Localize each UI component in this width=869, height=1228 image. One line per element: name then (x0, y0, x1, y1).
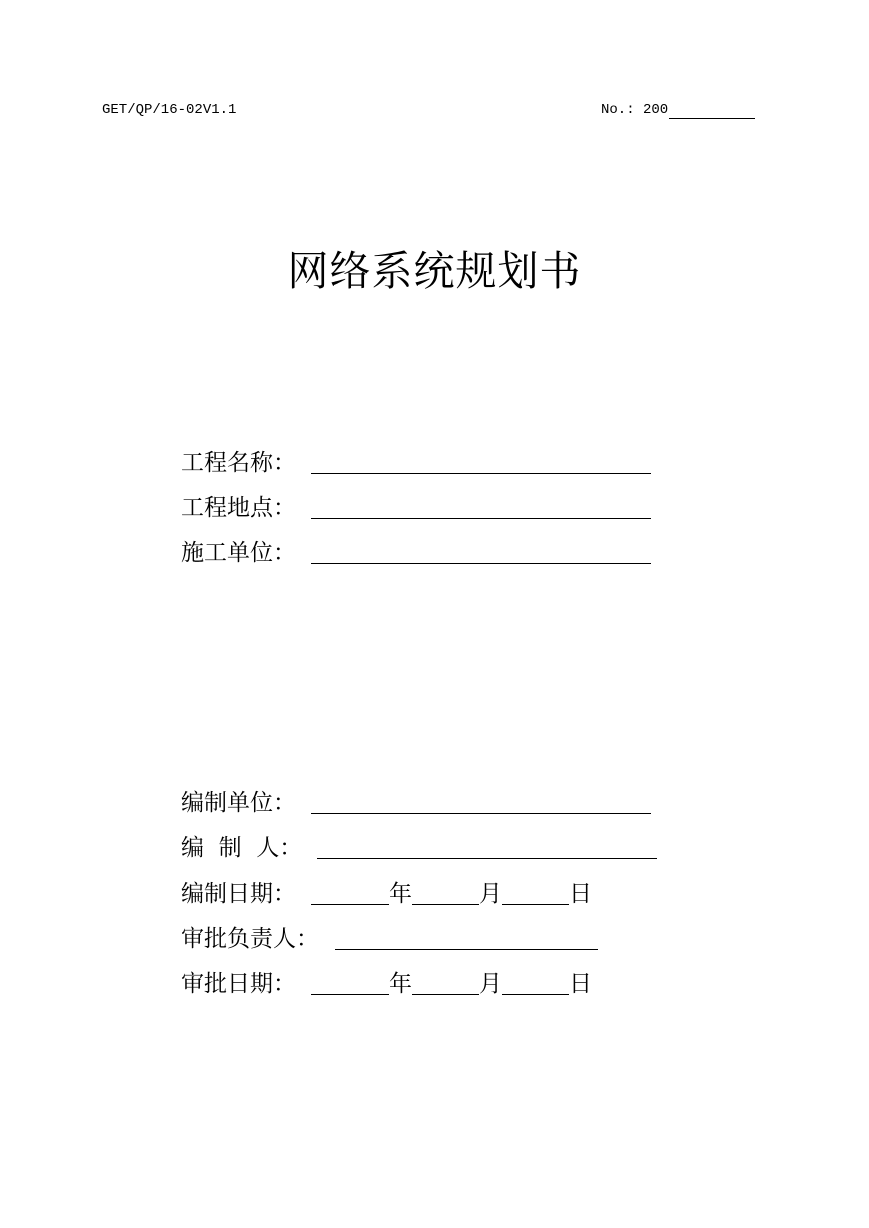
project-name-blank[interactable] (311, 449, 651, 474)
prep-date-day-blank[interactable] (502, 880, 569, 905)
prep-unit-field (181, 786, 651, 818)
approve-date-day-unit: 日 (569, 971, 592, 997)
prep-unit-label: 编制单位： (181, 790, 296, 816)
prep-person-label: 编 制 人： (181, 835, 303, 861)
prep-date-field (181, 877, 592, 909)
approve-date-month-unit: 月 (479, 971, 502, 997)
prep-date-month-blank[interactable] (412, 880, 479, 905)
project-name-field (181, 446, 651, 478)
document-title: 网络系统规划书 (287, 247, 582, 295)
construction-unit-field (181, 536, 651, 568)
prep-date-year-blank[interactable] (311, 880, 389, 905)
prep-date-year-unit: 年 (389, 881, 412, 907)
document-number-label: No.: 200 (601, 102, 669, 118)
approve-date-year-unit: 年 (389, 971, 412, 997)
project-name-label: 工程名称： (181, 450, 296, 476)
approver-blank[interactable] (335, 925, 598, 950)
project-location-label: 工程地点： (181, 495, 296, 521)
approve-date-day-blank[interactable] (502, 970, 569, 995)
document-number (601, 101, 755, 119)
approver-label: 审批负责人： (181, 926, 319, 952)
approve-date-month-blank[interactable] (412, 970, 479, 995)
construction-unit-label: 施工单位： (181, 540, 296, 566)
approve-date-label: 审批日期： (181, 971, 296, 997)
prep-person-blank[interactable] (317, 834, 657, 859)
prep-person-field (181, 831, 657, 863)
construction-unit-blank[interactable] (311, 539, 651, 564)
document-number-blank (669, 103, 755, 119)
approver-field (181, 922, 598, 954)
prep-date-month-unit: 月 (479, 881, 502, 907)
project-location-field (181, 491, 651, 523)
project-location-blank[interactable] (311, 494, 651, 519)
approve-date-year-blank[interactable] (311, 970, 389, 995)
approve-date-field (181, 967, 592, 999)
prep-unit-blank[interactable] (311, 789, 651, 814)
prep-date-day-unit: 日 (569, 881, 592, 907)
prep-date-label: 编制日期： (181, 881, 296, 907)
form-code: GET/QP/16-02V1.1 (102, 102, 237, 118)
